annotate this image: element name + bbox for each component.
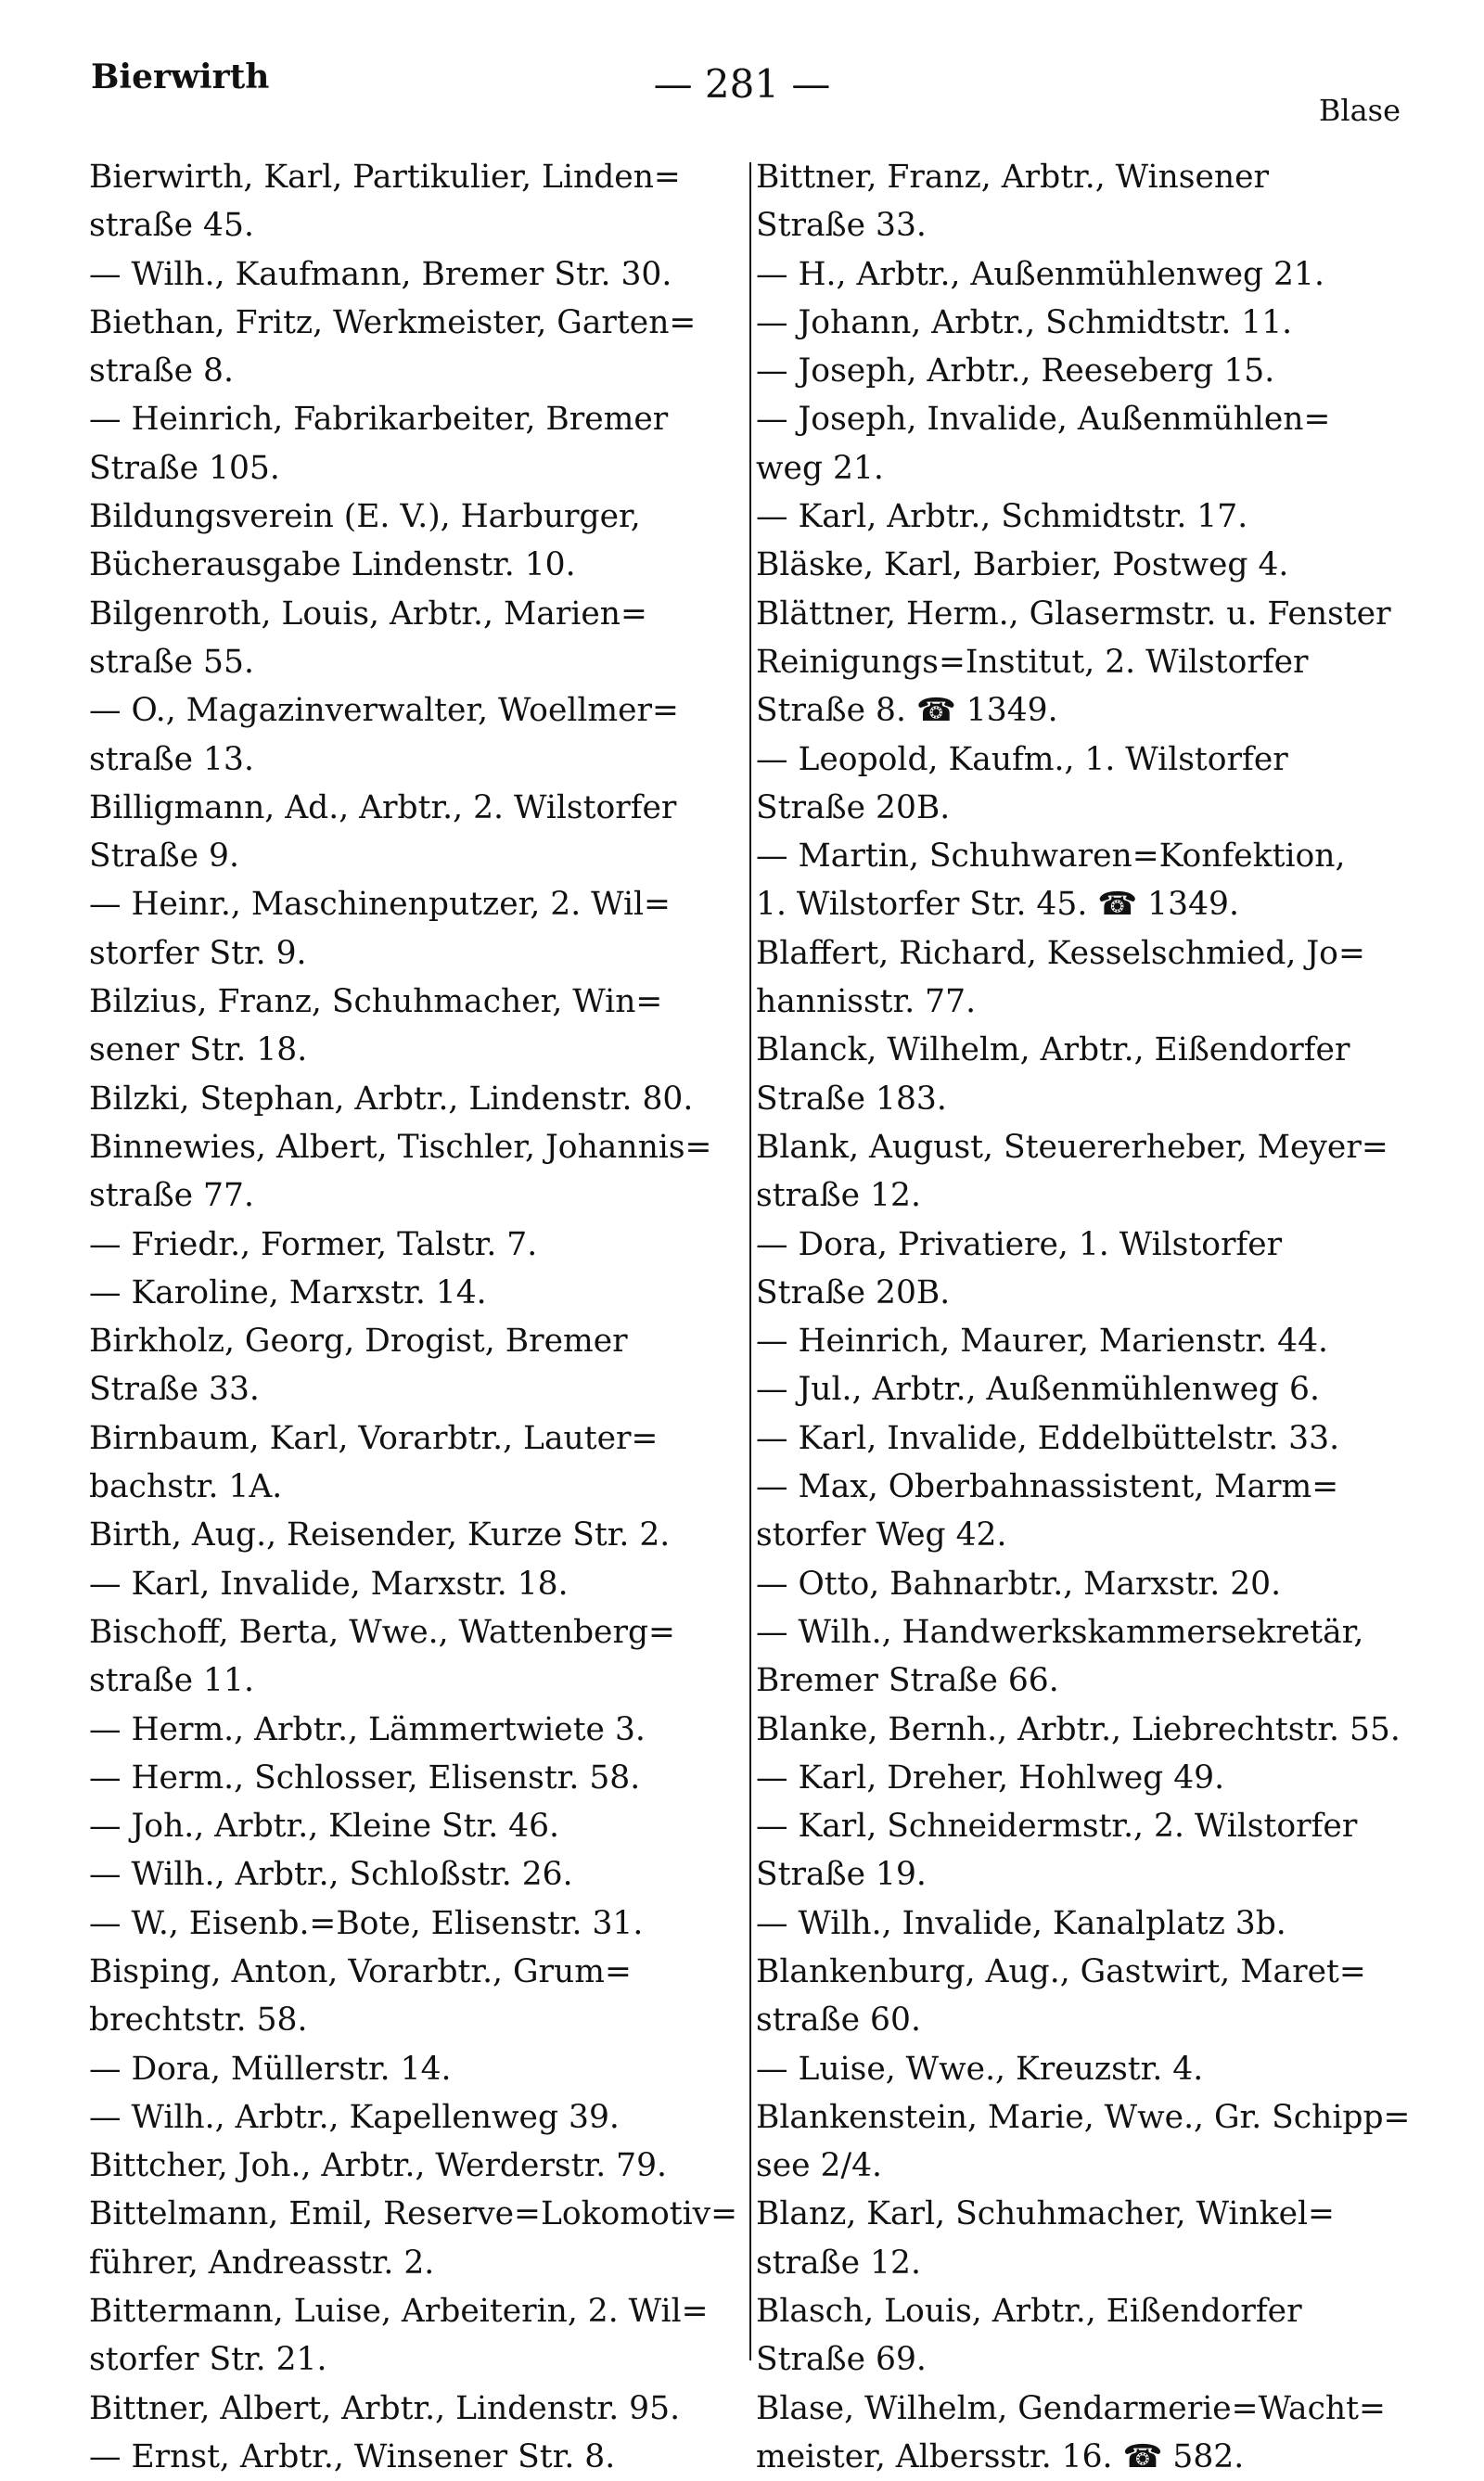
entry-line: — Herm., Schlosser, Elisenstr. 58. (89, 1758, 641, 1797)
entry-line: Blank, August, Steuererheber, Meyer= (756, 1128, 1388, 1166)
directory-entry (756, 1560, 1405, 1608)
entry-line: hannisstr. 77. (756, 983, 977, 1021)
entry-line: straße 8. (89, 352, 234, 390)
directory-entry (89, 2433, 734, 2481)
entry-line: Bittner, Albert, Arbtr., Lindenstr. 95. (89, 2389, 681, 2427)
running-head-left: Bierwirth (91, 58, 270, 96)
directory-entry (756, 395, 1405, 492)
entry-line: Straße 19. (756, 1856, 927, 1894)
entry-line: Blankenstein, Marie, Wwe., Gr. Schipp= (756, 2098, 1411, 2136)
directory-entry (756, 1706, 1405, 1754)
entry-line: — Martin, Schuhwaren=Konfektion, (756, 838, 1346, 876)
directory-entry (756, 735, 1405, 833)
entry-line: — Luise, Wwe., Kreuzstr. 4. (756, 2050, 1204, 2088)
entry-line: Bilzki, Stephan, Arbtr., Lindenstr. 80. (89, 1080, 694, 1118)
entry-line: Birnbaum, Karl, Vorarbtr., Lauter= (89, 1419, 659, 1457)
directory-entry (756, 832, 1405, 929)
entry-line: — Otto, Bahnarbtr., Marxstr. 20. (756, 1565, 1282, 1603)
entry-line: Blanke, Bernh., Arbtr., Liebrechtstr. 55. (756, 1710, 1401, 1748)
directory-entry (89, 2045, 734, 2093)
entry-line: — Herm., Arbtr., Lämmertwiete 3. (89, 1710, 646, 1748)
directory-entry (756, 1365, 1405, 1413)
directory-entry (89, 1221, 734, 1269)
directory-entry (89, 1608, 734, 1706)
entry-line: Birth, Aug., Reisender, Kurze Str. 2. (89, 1516, 671, 1554)
entry-line: — Wilh., Kaufmann, Bremer Str. 30. (89, 255, 672, 293)
entry-line: Blaffert, Richard, Kesselschmied, Jo= (756, 934, 1365, 972)
entry-line: — Max, Oberbahnassistent, Marm= (756, 1468, 1339, 1506)
entry-line: — O., Magazinverwalter, Woellmer= (89, 692, 679, 730)
entry-line: Straße 33. (89, 1371, 260, 1409)
directory-entry (89, 492, 734, 590)
entry-line: Binnewies, Albert, Tischler, Johannis= (89, 1128, 712, 1166)
directory-entry (89, 1414, 734, 1512)
directory-entry (756, 2045, 1405, 2093)
directory-entry (756, 1123, 1405, 1221)
directory-entry (756, 2385, 1405, 2481)
entry-line: Bilgenroth, Louis, Arbtr., Marien= (89, 595, 647, 633)
directory-entry (756, 2093, 1411, 2191)
entry-line: meister, Albersstr. 16. ☎ 582. (756, 2437, 1245, 2475)
directory-entry (756, 299, 1405, 347)
directory-entry (89, 1754, 734, 1802)
directory-entry (89, 1706, 734, 1754)
directory-entry (756, 1948, 1405, 2045)
entry-line: Blasch, Louis, Arbtr., Eißendorfer (756, 2293, 1302, 2331)
entry-line: — Joseph, Arbtr., Reeseberg 15. (756, 352, 1275, 390)
entry-line: — Jul., Arbtr., Außenmühlenweg 6. (756, 1371, 1320, 1409)
entry-line: Bisping, Anton, Vorarbtr., Grum= (89, 1952, 632, 1990)
entry-line: Reinigungs=Institut, 2. Wilstorfer (756, 643, 1309, 681)
entry-line: Blanz, Karl, Schuhmacher, Winkel= (756, 2195, 1335, 2233)
entry-line: — Karl, Arbtr., Schmidtstr. 17. (756, 498, 1248, 536)
directory-entry (89, 299, 734, 396)
entry-line: Bittelmann, Emil, Reserve=Lokomotiv= (89, 2195, 738, 2233)
entry-line: — Ernst, Arbtr., Winsener Str. 8. (89, 2437, 616, 2475)
left-column (89, 153, 738, 2481)
directory-entry (89, 784, 734, 881)
entry-line: storfer Str. 9. (89, 934, 307, 972)
directory-entry (89, 1948, 734, 2045)
entry-line: — Johann, Arbtr., Schmidtstr. 11. (756, 303, 1293, 341)
entry-line: — Karoline, Marxstr. 14. (89, 1273, 487, 1311)
directory-entry (756, 1026, 1405, 1123)
directory-entry (756, 1802, 1405, 1899)
entry-line: — Wilh., Arbtr., Kapellenweg 39. (89, 2098, 620, 2136)
entry-line: — Joh., Arbtr., Kleine Str. 46. (89, 1808, 560, 1846)
entry-line: straße 55. (89, 643, 254, 681)
entry-line: Bittcher, Joh., Arbtr., Werderstr. 79. (89, 2147, 668, 2185)
entry-line: Straße 105. (89, 449, 280, 487)
entry-line: — Karl, Invalide, Eddelbüttelstr. 33. (756, 1419, 1340, 1457)
running-head-right: Blase (1318, 93, 1401, 128)
directory-entry (89, 2142, 734, 2190)
entry-line: Straße 183. (756, 1080, 947, 1118)
directory-entry (89, 978, 734, 1075)
directory-entry (89, 153, 734, 250)
directory-entry (89, 250, 734, 299)
directory-entry (756, 1463, 1405, 1560)
directory-entry (89, 1511, 734, 1559)
entry-line: Straße 33. (756, 207, 927, 245)
entry-line: — Wilh., Handwerkskammersekretär, (756, 1613, 1364, 1651)
directory-entry (756, 929, 1405, 1027)
entry-line: — W., Eisenb.=Bote, Elisenstr. 31. (89, 1904, 644, 1942)
entry-line: Blanck, Wilhelm, Arbtr., Eißendorfer (756, 1031, 1350, 1069)
entry-line: — H., Arbtr., Außenmühlenweg 21. (756, 255, 1324, 293)
directory-entry (89, 2385, 734, 2433)
directory-entry (89, 2190, 738, 2287)
entry-line: Straße 20B. (756, 788, 951, 826)
entry-line: straße 77. (89, 1177, 254, 1215)
directory-entry (89, 395, 734, 492)
entry-line: Biethan, Fritz, Werkmeister, Garten= (89, 303, 697, 341)
entry-line: Bildungsverein (E. V.), Harburger, (89, 498, 641, 536)
column-divider (749, 162, 751, 2360)
directory-entry (756, 1317, 1405, 1365)
directory-entry (89, 590, 734, 687)
entry-line: straße 11. (89, 1662, 254, 1700)
entry-line: Blase, Wilhelm, Gendarmerie=Wacht= (756, 2389, 1386, 2427)
entry-line: Bittermann, Luise, Arbeiterin, 2. Wil= (89, 2293, 709, 2331)
directory-entry (89, 1075, 734, 1123)
directory-entry (89, 1123, 734, 1221)
directory-entry (89, 686, 734, 784)
right-column (756, 153, 1411, 2481)
directory-entry (756, 492, 1405, 541)
entry-line: Bremer Straße 66. (756, 1662, 1059, 1700)
entry-line: bachstr. 1A. (89, 1468, 283, 1506)
entry-line: — Joseph, Invalide, Außenmühlen= (756, 401, 1331, 439)
entry-line: — Karl, Schneidermstr., 2. Wilstorfer (756, 1808, 1358, 1846)
entry-line: — Karl, Invalide, Marxstr. 18. (89, 1565, 569, 1603)
entry-line: — Dora, Müllerstr. 14. (89, 2050, 452, 2088)
entry-line: Bittner, Franz, Arbtr., Winsener (756, 159, 1270, 196)
entry-line: Straße 8. ☎ 1349. (756, 692, 1058, 730)
directory-entry (89, 2093, 734, 2142)
entry-line: storfer Str. 21. (89, 2341, 327, 2379)
entry-line: see 2/4. (756, 2147, 882, 2185)
directory-entry (756, 153, 1405, 250)
entry-line: straße 12. (756, 2244, 921, 2282)
entry-line: Bierwirth, Karl, Partikulier, Linden= (89, 159, 681, 196)
entry-line: — Heinr., Maschinenputzer, 2. Wil= (89, 886, 671, 924)
entry-line: Bischoff, Berta, Wwe., Wattenberg= (89, 1613, 675, 1651)
entry-line: storfer Weg 42. (756, 1516, 1007, 1554)
entry-line: Bilzius, Franz, Schuhmacher, Win= (89, 983, 663, 1021)
entry-line: straße 13. (89, 740, 254, 778)
entry-line: 1. Wilstorfer Str. 45. ☎ 1349. (756, 886, 1239, 924)
entry-line: brechtstr. 58. (89, 2001, 308, 2040)
entry-line: sener Str. 18. (89, 1031, 308, 1069)
directory-entry (756, 541, 1405, 589)
entry-line: führer, Andreasstr. 2. (89, 2244, 435, 2282)
entry-line: weg 21. (756, 449, 884, 487)
directory-entry (756, 2190, 1405, 2287)
entry-line: — Dora, Privatiere, 1. Wilstorfer (756, 1225, 1283, 1263)
entry-line: Bücherausgabe Lindenstr. 10. (89, 546, 576, 584)
entry-line: — Leopold, Kaufm., 1. Wilstorfer (756, 740, 1288, 778)
entry-line: Straße 20B. (756, 1273, 951, 1311)
directory-entry (89, 1802, 734, 1850)
directory-entry (756, 1899, 1405, 1948)
entry-line: Blättner, Herm., Glasermstr. u. Fenster (756, 595, 1391, 633)
entry-line: Billigmann, Ad., Arbtr., 2. Wilstorfer (89, 788, 677, 826)
entry-line: Straße 9. (89, 838, 239, 876)
directory-entry (756, 1608, 1405, 1706)
directory-entry (89, 1269, 734, 1317)
directory-entry (756, 590, 1405, 735)
entry-line: — Friedr., Former, Talstr. 7. (89, 1225, 538, 1263)
directory-entry (756, 1754, 1405, 1802)
entry-line: Blankenburg, Aug., Gastwirt, Maret= (756, 1952, 1366, 1990)
entry-line: — Heinrich, Fabrikarbeiter, Bremer (89, 401, 669, 439)
directory-entry (756, 347, 1405, 395)
entry-line: — Wilh., Arbtr., Schloßstr. 26. (89, 1856, 573, 1894)
directory-entry (89, 1850, 734, 1899)
entry-line: — Heinrich, Maurer, Marienstr. 44. (756, 1323, 1329, 1361)
entry-line: straße 12. (756, 1177, 921, 1215)
entry-line: Bläske, Karl, Barbier, Postweg 4. (756, 546, 1289, 584)
directory-entry (756, 1414, 1405, 1463)
directory-entry (89, 1560, 734, 1608)
entry-line: Birkholz, Georg, Drogist, Bremer (89, 1323, 628, 1361)
entry-line: straße 60. (756, 2001, 921, 2040)
directory-entry (89, 880, 734, 978)
directory-entry (756, 2287, 1405, 2385)
directory-entry (89, 2287, 734, 2385)
entry-line: — Karl, Dreher, Hohlweg 49. (756, 1758, 1225, 1797)
directory-entry (756, 1221, 1405, 1318)
directory-entry (756, 250, 1405, 299)
entry-line: straße 45. (89, 207, 254, 245)
entry-line: Straße 69. (756, 2341, 927, 2379)
directory-entry (89, 1317, 734, 1414)
page-number: — 281 — (653, 61, 831, 107)
directory-entry (89, 1899, 734, 1948)
entry-line: — Wilh., Invalide, Kanalplatz 3b. (756, 1904, 1286, 1942)
